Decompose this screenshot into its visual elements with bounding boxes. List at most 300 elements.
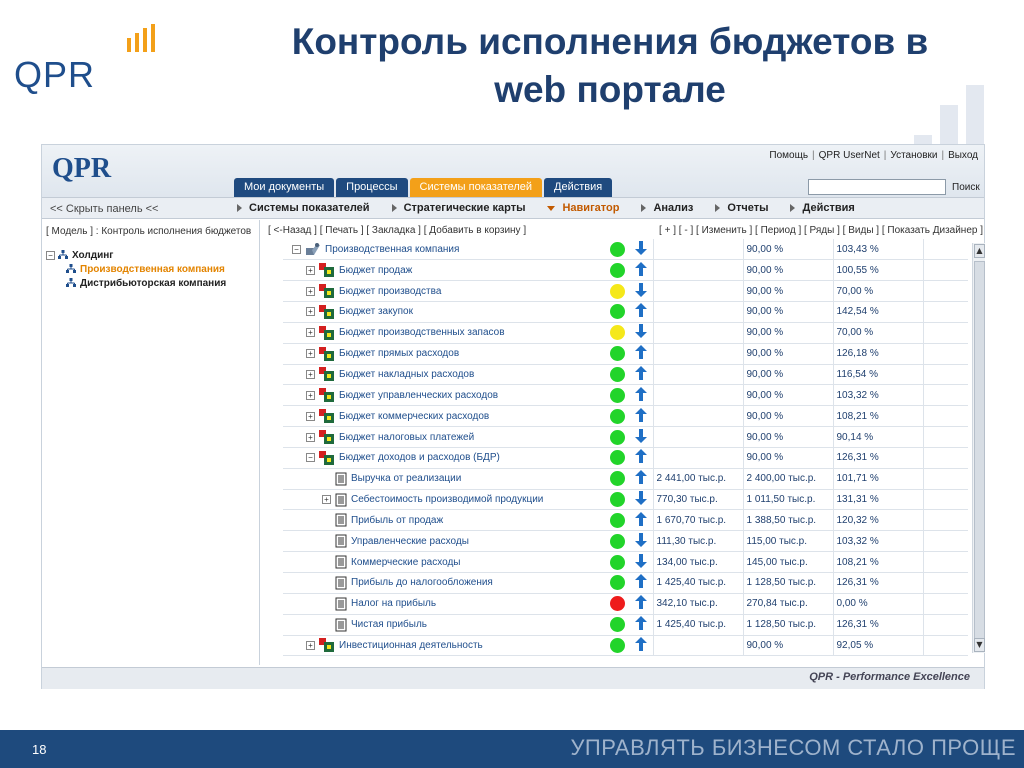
- plan-cell: 1 388,50 тыс.р.: [743, 510, 833, 531]
- actual-cell: [653, 635, 743, 656]
- org-structure-icon: [58, 250, 68, 260]
- actual-cell: [653, 281, 743, 302]
- triangle-right-icon: [237, 204, 242, 212]
- expand-icon[interactable]: +: [306, 287, 315, 296]
- arrow-up-icon: [635, 574, 647, 588]
- table-row[interactable]: [283, 447, 968, 468]
- status-light-green: [610, 492, 625, 507]
- status-cell: [605, 552, 629, 573]
- expand-icon[interactable]: +: [322, 495, 331, 504]
- toolbar-left: [268, 225, 526, 236]
- arrow-up-icon: [635, 512, 647, 526]
- table-row[interactable]: [283, 322, 968, 343]
- percent-cell: 92,05 %: [833, 635, 923, 656]
- name-cell: [283, 552, 605, 573]
- document-icon: [335, 513, 347, 527]
- triangle-right-icon: [715, 204, 720, 212]
- row-name-link[interactable]: Налог на прибыль: [351, 598, 437, 610]
- nav-navigator[interactable]: [547, 202, 619, 214]
- row-name-link[interactable]: Чистая прибыль: [351, 619, 427, 631]
- arrow-up-icon: [635, 345, 647, 359]
- trend-cell: [629, 302, 653, 323]
- org-tree: [46, 248, 226, 290]
- arrow-down-icon: [635, 283, 647, 297]
- edit-link[interactable]: [ Изменить ]: [696, 225, 753, 236]
- scorecard-icon: [319, 284, 335, 298]
- print-link[interactable]: [ Печать ]: [319, 225, 364, 236]
- expand-icon[interactable]: +: [306, 266, 315, 275]
- portal-footer: [42, 667, 984, 689]
- actual-cell: [653, 343, 743, 364]
- tree-item-distribution-company[interactable]: [46, 276, 226, 290]
- top-links: Помощь | QPR UserNet | Установки | Выход: [769, 150, 978, 161]
- tree-label: Дистрибьюторская компания: [80, 277, 227, 289]
- nav-analysis[interactable]: [641, 202, 693, 214]
- table-row[interactable]: [283, 552, 968, 573]
- percent-cell: 126,31 %: [833, 614, 923, 635]
- portal-logo: QPR: [52, 153, 112, 184]
- actual-cell: 134,00 тыс.р.: [653, 552, 743, 573]
- row-name-link[interactable]: Бюджет управленческих расходов: [339, 389, 499, 401]
- tree-item-production-company[interactable]: [46, 262, 226, 276]
- trend-cell: [629, 281, 653, 302]
- triangle-right-icon: [641, 204, 646, 212]
- arrow-down-icon: [635, 429, 647, 443]
- scorecard-icon: [319, 326, 335, 340]
- show-designer-link[interactable]: [ Показать Дизайнер ]: [881, 225, 983, 236]
- percent-cell: 120,32 %: [833, 510, 923, 531]
- title-line-1: Контроль исполнения бюджетов в: [291, 21, 929, 62]
- percent-cell: 126,31 %: [833, 447, 923, 468]
- trend-cell: [629, 552, 653, 573]
- empty-cell: [923, 364, 968, 385]
- document-icon: [335, 555, 347, 569]
- table-row[interactable]: [283, 427, 968, 448]
- percent-cell: 100,55 %: [833, 260, 923, 281]
- plan-cell: 90,00 %: [743, 302, 833, 323]
- views-link[interactable]: [ Виды ]: [842, 225, 880, 236]
- plan-cell: 90,00 %: [743, 281, 833, 302]
- row-name-link[interactable]: Бюджет производственных запасов: [339, 327, 505, 339]
- actual-cell: [653, 239, 743, 260]
- row-name-link[interactable]: Бюджет налоговых платежей: [339, 431, 475, 443]
- logo-bars-icon: [124, 24, 166, 54]
- plan-cell: 90,00 %: [743, 260, 833, 281]
- arrow-down-icon: [635, 491, 647, 505]
- qpr-logo: [14, 24, 159, 94]
- plan-cell: 2 400,00 тыс.р.: [743, 468, 833, 489]
- series-link[interactable]: [ Ряды ]: [804, 225, 840, 236]
- tree-item-holding[interactable]: [46, 248, 226, 262]
- empty-cell: [923, 447, 968, 468]
- actual-cell: [653, 260, 743, 281]
- actual-cell: [653, 364, 743, 385]
- nav-label: Анализ: [653, 202, 694, 214]
- collapse-icon[interactable]: −: [306, 453, 315, 462]
- nav-label: Стратегические карты: [403, 202, 526, 214]
- actual-cell: [653, 302, 743, 323]
- actual-cell: 342,10 тыс.р.: [653, 593, 743, 614]
- name-cell: [283, 260, 605, 281]
- trend-cell: [629, 364, 653, 385]
- slide-footer: [0, 730, 1024, 768]
- search-button[interactable]: Поиск: [952, 182, 980, 193]
- row-name-link[interactable]: Бюджет доходов и расходов (БДР): [339, 452, 500, 464]
- logo-text: QPR: [14, 54, 96, 95]
- tree-label: Производственная компания: [80, 263, 225, 275]
- row-name-link[interactable]: Бюджет накладных расходов: [339, 368, 475, 380]
- row-name-link[interactable]: Производственная компания: [325, 243, 460, 255]
- status-cell: [605, 322, 629, 343]
- trend-cell: [629, 385, 653, 406]
- bookmark-link[interactable]: [ Закладка ]: [366, 225, 421, 236]
- plan-cell: 1 128,50 тыс.р.: [743, 614, 833, 635]
- org-structure-icon: [66, 278, 76, 288]
- document-icon: [335, 576, 347, 590]
- empty-cell: [923, 489, 968, 510]
- percent-cell: 103,43 %: [833, 239, 923, 260]
- arrow-up-icon: [635, 387, 647, 401]
- trend-cell: [629, 531, 653, 552]
- triangle-down-icon: [547, 206, 555, 211]
- row-name-link[interactable]: Прибыль от продаж: [351, 514, 444, 526]
- status-cell: [605, 468, 629, 489]
- percent-cell: 131,31 %: [833, 489, 923, 510]
- plan-cell: 1 128,50 тыс.р.: [743, 573, 833, 594]
- name-cell: [283, 343, 605, 364]
- empty-cell: [923, 593, 968, 614]
- row-name-link[interactable]: Бюджет прямых расходов: [339, 348, 460, 360]
- table-row[interactable]: [283, 302, 968, 323]
- tab-processes[interactable]: Процессы: [336, 178, 407, 197]
- empty-cell: [923, 260, 968, 281]
- tab-my-documents[interactable]: Мои документы: [234, 178, 334, 197]
- row-name-link[interactable]: Бюджет закупок: [339, 306, 413, 318]
- document-icon: [335, 493, 347, 507]
- expand-icon[interactable]: +: [306, 349, 315, 358]
- main-tabs: [234, 178, 614, 197]
- plan-cell: 90,00 %: [743, 635, 833, 656]
- table-row[interactable]: [283, 635, 968, 656]
- triangle-right-icon: [790, 204, 795, 212]
- row-name-link[interactable]: Прибыль до налогообложения: [351, 577, 493, 589]
- name-cell: [283, 614, 605, 635]
- tree-label: Холдинг: [72, 249, 114, 261]
- name-cell: [283, 322, 605, 343]
- arrow-up-icon: [635, 262, 647, 276]
- status-light-yellow: [610, 325, 625, 340]
- nav-reports[interactable]: [715, 202, 768, 214]
- name-cell: [283, 489, 605, 510]
- actual-cell: 111,30 тыс.р.: [653, 531, 743, 552]
- trend-cell: [629, 427, 653, 448]
- actual-cell: 2 441,00 тыс.р.: [653, 468, 743, 489]
- left-panel: [42, 220, 260, 665]
- status-light-green: [610, 242, 625, 257]
- trend-cell: [629, 489, 653, 510]
- sub-navbar: [42, 197, 984, 219]
- triangle-right-icon: [392, 204, 397, 212]
- actual-cell: [653, 447, 743, 468]
- arrow-down-icon: [635, 241, 647, 255]
- table-row[interactable]: [283, 593, 968, 614]
- document-icon: [335, 597, 347, 611]
- row-name-link[interactable]: Инвестиционная деятельность: [339, 639, 483, 651]
- plan-cell: 90,00 %: [743, 343, 833, 364]
- expand-icon[interactable]: +: [306, 328, 315, 337]
- empty-cell: [923, 302, 968, 323]
- trend-cell: [629, 406, 653, 427]
- percent-cell: 70,00 %: [833, 281, 923, 302]
- percent-cell: 70,00 %: [833, 322, 923, 343]
- nav-label: Системы показателей: [249, 202, 370, 214]
- footer-text: QPR - Performance Excellence: [809, 671, 970, 683]
- status-light-red: [610, 596, 625, 611]
- status-light-green: [610, 263, 625, 278]
- actual-cell: [653, 322, 743, 343]
- name-cell: [283, 406, 605, 427]
- percent-cell: 126,31 %: [833, 573, 923, 594]
- name-cell: [283, 635, 605, 656]
- name-cell: [283, 531, 605, 552]
- vertical-scrollbar[interactable]: [972, 243, 985, 653]
- status-light-green: [610, 575, 625, 590]
- arrow-up-icon: [635, 303, 647, 317]
- status-cell: [605, 406, 629, 427]
- plan-cell: 145,00 тыс.р.: [743, 552, 833, 573]
- nav-actions[interactable]: [790, 202, 854, 214]
- expand-icon[interactable]: +: [306, 433, 315, 442]
- actual-cell: 1 425,40 тыс.р.: [653, 614, 743, 635]
- scorecard-icon: [319, 451, 335, 465]
- scroll-thumb[interactable]: [974, 261, 985, 641]
- plan-cell: 270,84 тыс.р.: [743, 593, 833, 614]
- table-row[interactable]: [283, 510, 968, 531]
- status-cell: [605, 593, 629, 614]
- grid-toolbar: [268, 225, 983, 239]
- table-row[interactable]: [283, 343, 968, 364]
- slogan: УПРАВЛЯТЬ БИЗНЕСОМ СТАЛО ПРОЩЕ: [570, 735, 1016, 760]
- expand-icon[interactable]: +: [306, 307, 315, 316]
- tab-actions[interactable]: Действия: [544, 178, 612, 197]
- document-icon: [335, 472, 347, 486]
- empty-cell: [923, 573, 968, 594]
- arrow-up-icon: [635, 366, 647, 380]
- empty-cell: [923, 406, 968, 427]
- collapse-icon[interactable]: −: [46, 251, 55, 260]
- trend-cell: [629, 322, 653, 343]
- expand-icon[interactable]: +: [306, 370, 315, 379]
- title-line-2: web портале: [494, 69, 726, 110]
- scorecard-table: [283, 239, 968, 656]
- breadcrumb: [ Модель ] : Контроль исполнения бюджетов: [46, 226, 252, 237]
- scroll-up-icon[interactable]: ▲: [974, 244, 985, 258]
- expand-icon[interactable]: +: [306, 412, 315, 421]
- percent-cell: 103,32 %: [833, 385, 923, 406]
- plan-cell: 90,00 %: [743, 364, 833, 385]
- arrow-up-icon: [635, 408, 647, 422]
- expand-icon[interactable]: +: [306, 641, 315, 650]
- scorecard-icon: [319, 367, 335, 381]
- status-cell: [605, 281, 629, 302]
- trend-cell: [629, 239, 653, 260]
- name-cell: [283, 573, 605, 594]
- table-row[interactable]: [283, 614, 968, 635]
- actual-cell: [653, 406, 743, 427]
- percent-cell: 90,14 %: [833, 427, 923, 448]
- percent-cell: 108,21 %: [833, 552, 923, 573]
- name-cell: [283, 302, 605, 323]
- empty-cell: [923, 385, 968, 406]
- row-name-link[interactable]: Управленческие расходы: [351, 535, 469, 547]
- name-cell: [283, 385, 605, 406]
- scorecard-icon: [319, 347, 335, 361]
- status-cell: [605, 427, 629, 448]
- scorecard-grid: [283, 239, 970, 659]
- table-row[interactable]: [283, 468, 968, 489]
- row-name-link[interactable]: Себестоимость производимой продукции: [351, 494, 544, 506]
- status-light-green: [610, 346, 625, 361]
- status-light-green: [610, 304, 625, 319]
- row-name-link[interactable]: Бюджет продаж: [339, 264, 413, 276]
- name-cell: [283, 468, 605, 489]
- plan-cell: 90,00 %: [743, 406, 833, 427]
- status-light-green: [610, 388, 625, 403]
- status-cell: [605, 489, 629, 510]
- status-light-green: [610, 638, 625, 653]
- scorecard-icon: [319, 430, 335, 444]
- table-row[interactable]: [283, 489, 968, 510]
- logout-link[interactable]: Выход: [948, 150, 978, 161]
- status-cell: [605, 614, 629, 635]
- empty-cell: [923, 531, 968, 552]
- company-icon: [305, 242, 321, 256]
- nav-label: Отчеты: [727, 202, 769, 214]
- trend-cell: [629, 343, 653, 364]
- tab-scorecards[interactable]: Системы показателей: [410, 178, 543, 197]
- portal-header: [42, 145, 984, 197]
- arrow-up-icon: [635, 595, 647, 609]
- actual-cell: 1 670,70 тыс.р.: [653, 510, 743, 531]
- percent-cell: 101,71 %: [833, 468, 923, 489]
- empty-cell: [923, 343, 968, 364]
- percent-cell: 126,18 %: [833, 343, 923, 364]
- percent-cell: 108,21 %: [833, 406, 923, 427]
- toolbar-right: [659, 225, 983, 236]
- percent-cell: 0,00 %: [833, 593, 923, 614]
- empty-cell: [923, 614, 968, 635]
- scroll-down-icon[interactable]: ▼: [974, 638, 985, 652]
- percent-cell: 142,54 %: [833, 302, 923, 323]
- status-cell: [605, 385, 629, 406]
- nav-label: Навигатор: [562, 202, 620, 214]
- trend-cell: [629, 593, 653, 614]
- table-row[interactable]: [283, 260, 968, 281]
- status-light-green: [610, 534, 625, 549]
- arrow-down-icon: [635, 554, 647, 568]
- collapse-icon[interactable]: −: [292, 245, 301, 254]
- status-light-green: [610, 450, 625, 465]
- plan-cell: 90,00 %: [743, 427, 833, 448]
- help-link[interactable]: Помощь: [769, 150, 809, 161]
- back-link[interactable]: [ <-Назад ]: [268, 225, 317, 236]
- empty-cell: [923, 322, 968, 343]
- row-name-link[interactable]: Бюджет коммерческих расходов: [339, 410, 490, 422]
- empty-cell: [923, 552, 968, 573]
- row-name-link[interactable]: Выручка от реализации: [351, 473, 462, 485]
- name-cell: [283, 593, 605, 614]
- nav-label: Действия: [802, 202, 855, 214]
- trend-cell: [629, 614, 653, 635]
- usernet-link[interactable]: QPR UserNet: [818, 150, 880, 161]
- arrow-up-icon: [635, 616, 647, 630]
- table-row[interactable]: [283, 364, 968, 385]
- collapse-link[interactable]: [ - ]: [678, 225, 694, 236]
- status-cell: [605, 573, 629, 594]
- arrow-up-icon: [635, 470, 647, 484]
- plan-cell: 90,00 %: [743, 385, 833, 406]
- empty-cell: [923, 635, 968, 656]
- name-cell: [283, 364, 605, 385]
- table-row[interactable]: [283, 281, 968, 302]
- row-name-link[interactable]: Бюджет производства: [339, 285, 442, 297]
- actual-cell: [653, 385, 743, 406]
- plan-cell: 115,00 тыс.р.: [743, 531, 833, 552]
- expand-link[interactable]: [ + ]: [659, 225, 676, 236]
- empty-cell: [923, 468, 968, 489]
- status-light-green: [610, 471, 625, 486]
- status-cell: [605, 510, 629, 531]
- status-cell: [605, 447, 629, 468]
- table-row[interactable]: [283, 239, 968, 260]
- name-cell: [283, 427, 605, 448]
- table-row[interactable]: [283, 573, 968, 594]
- table-row[interactable]: [283, 406, 968, 427]
- slide-title: [200, 18, 1020, 114]
- empty-cell: [923, 510, 968, 531]
- empty-cell: [923, 281, 968, 302]
- percent-cell: 103,32 %: [833, 531, 923, 552]
- slide-number: 18: [32, 742, 47, 757]
- table-row[interactable]: [283, 385, 968, 406]
- settings-link[interactable]: Установки: [890, 150, 938, 161]
- period-link[interactable]: [ Период ]: [755, 225, 802, 236]
- status-light-green: [610, 367, 625, 382]
- row-name-link[interactable]: Коммерческие расходы: [351, 556, 461, 568]
- nav-scorecards[interactable]: [237, 202, 370, 214]
- name-cell: [283, 510, 605, 531]
- search-input[interactable]: [808, 179, 946, 195]
- document-icon: [335, 618, 347, 632]
- plan-cell: 1 011,50 тыс.р.: [743, 489, 833, 510]
- actual-cell: 770,30 тыс.р.: [653, 489, 743, 510]
- percent-cell: 116,54 %: [833, 364, 923, 385]
- scorecard-icon: [319, 409, 335, 423]
- arrow-down-icon: [635, 324, 647, 338]
- add-to-cart-link[interactable]: [ Добавить в корзину ]: [423, 225, 527, 236]
- table-row[interactable]: [283, 531, 968, 552]
- org-structure-icon: [66, 264, 76, 274]
- arrow-up-icon: [635, 449, 647, 463]
- actual-cell: [653, 427, 743, 448]
- plan-cell: 90,00 %: [743, 239, 833, 260]
- scorecard-icon: [319, 638, 335, 652]
- status-light-green: [610, 513, 625, 528]
- nav-strategy-maps[interactable]: [392, 202, 526, 214]
- status-cell: [605, 364, 629, 385]
- hide-panel-link[interactable]: << Скрыть панель <<: [50, 203, 159, 215]
- expand-icon[interactable]: +: [306, 391, 315, 400]
